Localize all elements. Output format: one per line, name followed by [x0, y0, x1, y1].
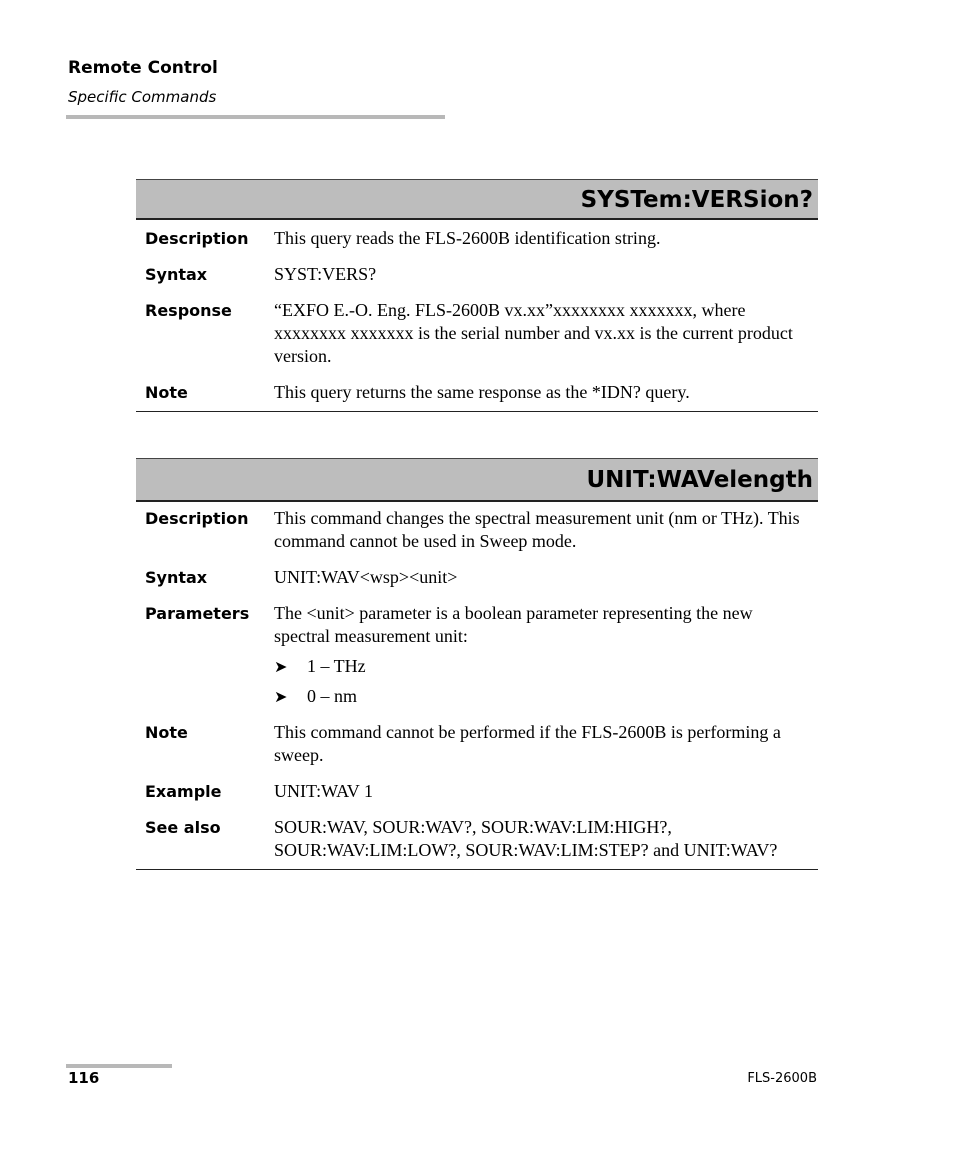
- bullet-item: [274, 655, 812, 678]
- command-heading-bar: [136, 179, 818, 220]
- page-number: 116: [68, 1069, 100, 1087]
- row-value: This query returns the same response as the *IDN? query.: [274, 382, 690, 402]
- arrow-bullet-icon: ➤: [274, 657, 288, 676]
- row-parameters: [136, 602, 818, 708]
- arrow-bullet-icon: ➤: [274, 687, 288, 706]
- row-value: “EXFO E.-O. Eng. FLS-2600B vx.xx”xxxxxxxx xxxxxxx, where xxxxxxxx xxxxxxx is the serial number and vx.xx is the current product version.: [274, 300, 793, 366]
- row-value: This command cannot be performed if the FLS-2600B is performing a sweep.: [274, 722, 781, 765]
- parameters-text: The <unit> parameter is a boolean parameter representing the new spectral measurement unit:: [274, 603, 753, 646]
- command-heading-bar: [136, 458, 818, 502]
- row-label: Syntax: [145, 568, 208, 587]
- running-header-subtitle: Specific Commands: [68, 88, 217, 106]
- row-note: [136, 721, 818, 767]
- row-label: Syntax: [145, 265, 208, 284]
- row-label: Note: [145, 723, 188, 742]
- command-title: SYSTem:VERSion?: [580, 187, 813, 213]
- row-label: Example: [145, 782, 222, 801]
- row-value: This query reads the FLS-2600B identification string.: [274, 228, 661, 248]
- row-value: [274, 602, 818, 708]
- command-bottom-rule: [136, 869, 818, 870]
- product-model: FLS-2600B: [747, 1071, 817, 1086]
- header-rule: [66, 115, 445, 119]
- row-description: [136, 227, 818, 250]
- row-see-also: [136, 816, 818, 862]
- footer-rule: [66, 1064, 172, 1068]
- running-header-title: Remote Control: [68, 58, 218, 78]
- row-response: [136, 299, 818, 368]
- bullet-text: 1 – THz: [307, 656, 366, 676]
- command-block-system-version: [136, 179, 818, 412]
- command-title: UNIT:WAVelength: [586, 467, 813, 493]
- bullet-text: 0 – nm: [307, 686, 358, 706]
- row-value: SYST:VERS?: [274, 264, 377, 284]
- row-label: See also: [145, 818, 221, 837]
- row-label: Parameters: [145, 604, 250, 623]
- row-label: Description: [145, 229, 249, 248]
- row-value: UNIT:WAV 1: [274, 781, 373, 801]
- bullet-item: [274, 685, 812, 708]
- row-label: Response: [145, 301, 232, 320]
- row-value: This command changes the spectral measurement unit (nm or THz). This command cannot be used in Sweep mode.: [274, 508, 800, 551]
- row-value: SOUR:WAV, SOUR:WAV?, SOUR:WAV:LIM:HIGH?, SOUR:WAV:LIM:LOW?, SOUR:WAV:LIM:STEP? and UNIT:WAV?: [274, 817, 778, 860]
- row-note: [136, 381, 818, 404]
- row-label: Note: [145, 383, 188, 402]
- row-description: [136, 507, 818, 553]
- row-label: Description: [145, 509, 249, 528]
- row-syntax: [136, 566, 818, 589]
- row-example: [136, 780, 818, 803]
- command-bottom-rule: [136, 411, 818, 412]
- row-syntax: [136, 263, 818, 286]
- row-value: UNIT:WAV<wsp><unit>: [274, 567, 458, 587]
- command-block-unit-wavelength: [136, 458, 818, 870]
